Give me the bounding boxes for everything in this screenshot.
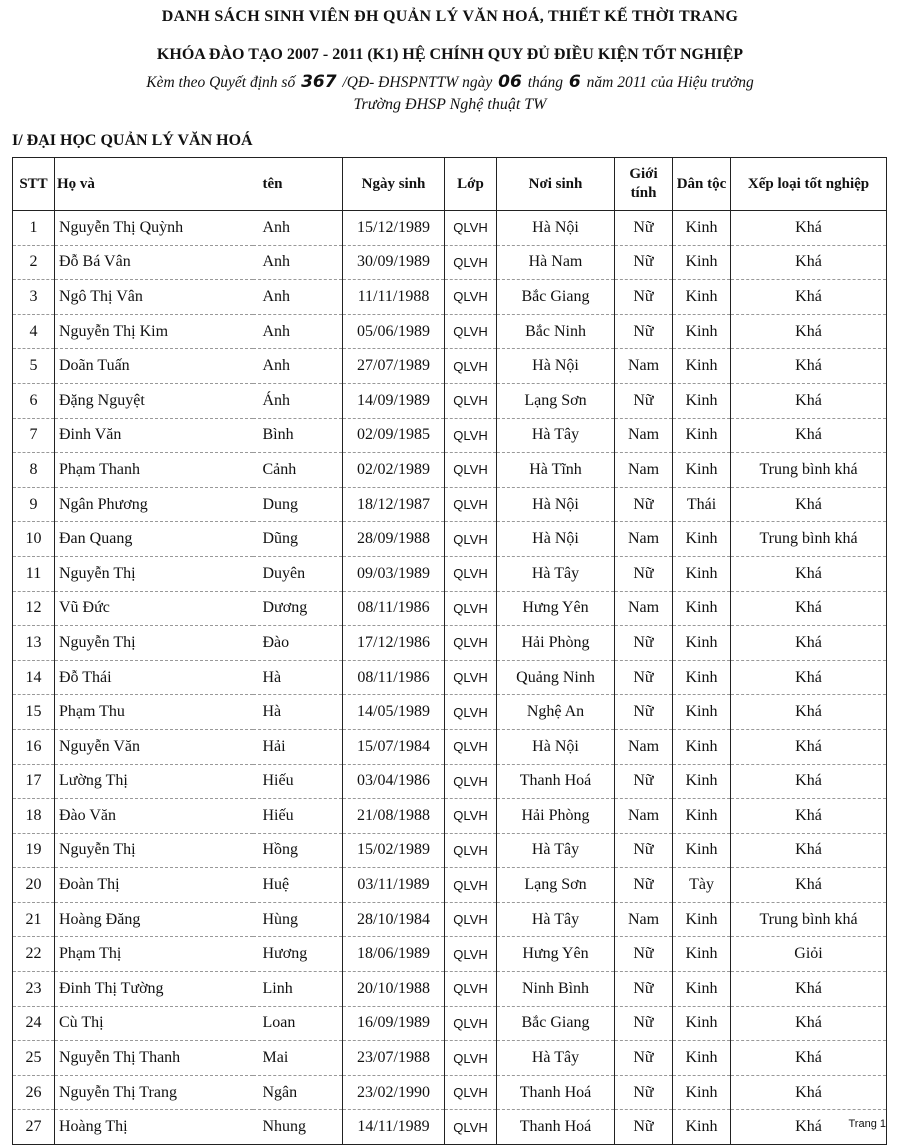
cell-dan-toc: Kinh (673, 1041, 731, 1076)
cell-ho: Nguyễn Thị Kim (55, 314, 253, 349)
cell-stt: 26 (13, 1075, 55, 1110)
cell-stt: 4 (13, 314, 55, 349)
cell-stt: 7 (13, 418, 55, 453)
cell-lop: QLVH (445, 245, 497, 280)
cell-ho: Nguyễn Thị Thanh (55, 1041, 253, 1076)
table-row (13, 695, 887, 730)
cell-lop: QLVH (445, 453, 497, 488)
cell-stt: 24 (13, 1006, 55, 1041)
cell-xep-loai: Trung bình khá (731, 902, 887, 937)
col-header-ho: Họ và (55, 158, 253, 211)
cell-ho: Nguyễn Thị (55, 833, 253, 868)
decision-prefix: Kèm theo Quyết định số (146, 74, 296, 91)
cell-ho: Đỗ Bá Vân (55, 245, 253, 280)
cell-ten: Hiếu (253, 764, 343, 799)
table-row (13, 453, 887, 488)
cell-lop: QLVH (445, 972, 497, 1007)
cell-xep-loai: Trung bình khá (731, 522, 887, 557)
cell-gioi-tinh: Nữ (615, 626, 673, 661)
cell-stt: 13 (13, 626, 55, 661)
cell-stt: 9 (13, 487, 55, 522)
cell-xep-loai: Giỏi (731, 937, 887, 972)
cell-ho: Nguyễn Văn (55, 729, 253, 764)
cell-lop: QLVH (445, 660, 497, 695)
cell-lop: QLVH (445, 556, 497, 591)
cell-noi-sinh: Hà Nội (497, 729, 615, 764)
cell-dan-toc: Kinh (673, 314, 731, 349)
cell-stt: 20 (13, 868, 55, 903)
cell-noi-sinh: Hà Nam (497, 245, 615, 280)
cell-xep-loai: Khá (731, 660, 887, 695)
cell-stt: 16 (13, 729, 55, 764)
cell-ngay-sinh: 28/10/1984 (343, 902, 445, 937)
cell-gioi-tinh: Nữ (615, 695, 673, 730)
cell-stt: 10 (13, 522, 55, 557)
cell-ten: Cảnh (253, 453, 343, 488)
cell-xep-loai: Khá (731, 314, 887, 349)
cell-dan-toc: Kinh (673, 799, 731, 834)
cell-xep-loai: Khá (731, 764, 887, 799)
cell-ten: Hiếu (253, 799, 343, 834)
cell-lop: QLVH (445, 383, 497, 418)
table-row (13, 937, 887, 972)
cell-gioi-tinh: Nam (615, 729, 673, 764)
cell-ho: Phạm Thanh (55, 453, 253, 488)
cell-gioi-tinh: Nữ (615, 1006, 673, 1041)
cell-gioi-tinh: Nữ (615, 764, 673, 799)
col-header-gioi-tinh: Giới tính (615, 158, 673, 211)
cell-dan-toc: Kinh (673, 280, 731, 315)
table-row (13, 280, 887, 315)
cell-ten: Anh (253, 349, 343, 384)
cell-gioi-tinh: Nữ (615, 383, 673, 418)
cell-dan-toc: Kinh (673, 556, 731, 591)
table-row (13, 833, 887, 868)
table-header-row (13, 158, 887, 211)
cell-noi-sinh: Hà Tây (497, 556, 615, 591)
cell-ho: Đoàn Thị (55, 868, 253, 903)
cell-ngay-sinh: 28/09/1988 (343, 522, 445, 557)
cell-noi-sinh: Bắc Giang (497, 1006, 615, 1041)
cell-ngay-sinh: 11/11/1988 (343, 280, 445, 315)
cell-gioi-tinh: Nữ (615, 868, 673, 903)
cell-stt: 6 (13, 383, 55, 418)
cell-ngay-sinh: 08/11/1986 (343, 591, 445, 626)
table-row (13, 383, 887, 418)
cell-lop: QLVH (445, 1110, 497, 1145)
table-row (13, 902, 887, 937)
cell-xep-loai: Khá (731, 280, 887, 315)
cell-ngay-sinh: 05/06/1989 (343, 314, 445, 349)
cell-dan-toc: Kinh (673, 833, 731, 868)
cell-gioi-tinh: Nữ (615, 937, 673, 972)
cell-lop: QLVH (445, 591, 497, 626)
cell-ten: Hải (253, 729, 343, 764)
cell-lop: QLVH (445, 729, 497, 764)
cell-ngay-sinh: 17/12/1986 (343, 626, 445, 661)
cell-dan-toc: Kinh (673, 660, 731, 695)
cell-ten: Hùng (253, 902, 343, 937)
cell-xep-loai: Khá (731, 211, 887, 246)
cell-ho: Đặng Nguyệt (55, 383, 253, 418)
cell-ngay-sinh: 23/02/1990 (343, 1075, 445, 1110)
cell-ten: Loan (253, 1006, 343, 1041)
cell-xep-loai: Khá (731, 1075, 887, 1110)
cell-dan-toc: Kinh (673, 418, 731, 453)
cell-dan-toc: Kinh (673, 1075, 731, 1110)
cell-ngay-sinh: 14/05/1989 (343, 695, 445, 730)
cell-noi-sinh: Thanh Hoá (497, 1075, 615, 1110)
table-row (13, 1041, 887, 1076)
cell-noi-sinh: Hải Phòng (497, 799, 615, 834)
col-header-dan-toc: Dân tộc (673, 158, 731, 211)
col-header-xep-loai: Xếp loại tốt nghiệp (731, 158, 887, 211)
cell-xep-loai: Khá (731, 383, 887, 418)
cell-ngay-sinh: 15/07/1984 (343, 729, 445, 764)
cell-ten: Dung (253, 487, 343, 522)
cell-ngay-sinh: 27/07/1989 (343, 349, 445, 384)
cell-xep-loai: Khá (731, 1041, 887, 1076)
cell-gioi-tinh: Nam (615, 522, 673, 557)
cell-dan-toc: Kinh (673, 591, 731, 626)
decision-month: 6 (568, 72, 581, 92)
cell-dan-toc: Kinh (673, 695, 731, 730)
cell-gioi-tinh: Nữ (615, 487, 673, 522)
cell-stt: 18 (13, 799, 55, 834)
cell-xep-loai: Khá (731, 695, 887, 730)
cell-noi-sinh: Hà Nội (497, 349, 615, 384)
cell-ten: Ngân (253, 1075, 343, 1110)
cell-ten: Bình (253, 418, 343, 453)
cell-gioi-tinh: Nữ (615, 280, 673, 315)
cell-xep-loai: Khá (731, 245, 887, 280)
cell-ten: Anh (253, 314, 343, 349)
cell-noi-sinh: Hà Tây (497, 1041, 615, 1076)
issuer-name: Trường ĐHSP Nghệ thuật TW (353, 96, 547, 113)
cell-lop: QLVH (445, 1041, 497, 1076)
table-row (13, 626, 887, 661)
cell-ho: Nguyễn Thị (55, 556, 253, 591)
cell-ngay-sinh: 30/09/1989 (343, 245, 445, 280)
cell-ho: Đan Quang (55, 522, 253, 557)
cell-ten: Anh (253, 245, 343, 280)
cell-ten: Hà (253, 695, 343, 730)
decision-number: 367 (301, 72, 337, 92)
cell-dan-toc: Thái (673, 487, 731, 522)
table-row (13, 729, 887, 764)
decision-suffix: năm 2011 của Hiệu trưởng (586, 74, 754, 91)
cell-stt: 3 (13, 280, 55, 315)
cell-ngay-sinh: 18/06/1989 (343, 937, 445, 972)
cell-xep-loai: Khá (731, 626, 887, 661)
cell-stt: 21 (13, 902, 55, 937)
cell-lop: QLVH (445, 937, 497, 972)
cell-lop: QLVH (445, 799, 497, 834)
cell-ngay-sinh: 03/04/1986 (343, 764, 445, 799)
table-row (13, 1006, 887, 1041)
col-header-ngay-sinh: Ngày sinh (343, 158, 445, 211)
cell-ho: Vũ Đức (55, 591, 253, 626)
cell-ho: Hoàng Đăng (55, 902, 253, 937)
decision-reference (0, 72, 900, 92)
cell-dan-toc: Kinh (673, 211, 731, 246)
table-row (13, 314, 887, 349)
cell-ten: Ánh (253, 383, 343, 418)
cell-xep-loai: Khá (731, 972, 887, 1007)
cell-dan-toc: Kinh (673, 453, 731, 488)
cell-ho: Hoàng Thị (55, 1110, 253, 1145)
cell-stt: 15 (13, 695, 55, 730)
cell-stt: 1 (13, 211, 55, 246)
cell-lop: QLVH (445, 764, 497, 799)
cell-xep-loai: Khá (731, 1006, 887, 1041)
cell-ngay-sinh: 14/11/1989 (343, 1110, 445, 1145)
cell-dan-toc: Tày (673, 868, 731, 903)
decision-month-label: tháng (527, 74, 564, 91)
cell-ngay-sinh: 15/12/1989 (343, 211, 445, 246)
cell-ten: Mai (253, 1041, 343, 1076)
cell-stt: 12 (13, 591, 55, 626)
cell-gioi-tinh: Nam (615, 799, 673, 834)
cell-gioi-tinh: Nữ (615, 556, 673, 591)
cell-noi-sinh: Hà Tĩnh (497, 453, 615, 488)
cell-ho: Cù Thị (55, 1006, 253, 1041)
cell-gioi-tinh: Nam (615, 591, 673, 626)
cell-ngay-sinh: 15/02/1989 (343, 833, 445, 868)
cell-noi-sinh: Hưng Yên (497, 591, 615, 626)
cell-ten: Dũng (253, 522, 343, 557)
cell-noi-sinh: Hưng Yên (497, 937, 615, 972)
cell-ngay-sinh: 23/07/1988 (343, 1041, 445, 1076)
cell-noi-sinh: Thanh Hoá (497, 1110, 615, 1145)
table-row (13, 522, 887, 557)
cell-xep-loai: Khá (731, 833, 887, 868)
col-header-stt: STT (13, 158, 55, 211)
table-row (13, 349, 887, 384)
cell-lop: QLVH (445, 1006, 497, 1041)
table-row (13, 211, 887, 246)
cell-ngay-sinh: 09/03/1989 (343, 556, 445, 591)
cell-ho: Ngân Phương (55, 487, 253, 522)
cell-gioi-tinh: Nữ (615, 972, 673, 1007)
cell-lop: QLVH (445, 487, 497, 522)
cell-ngay-sinh: 21/08/1988 (343, 799, 445, 834)
cell-noi-sinh: Lạng Sơn (497, 868, 615, 903)
cell-gioi-tinh: Nữ (615, 833, 673, 868)
cell-noi-sinh: Bắc Giang (497, 280, 615, 315)
cell-lop: QLVH (445, 868, 497, 903)
cell-xep-loai: Khá (731, 349, 887, 384)
cell-ho: Nguyễn Thị Trang (55, 1075, 253, 1110)
cell-ten: Linh (253, 972, 343, 1007)
section-title: I/ ĐẠI HỌC QUẢN LÝ VĂN HOÁ (12, 132, 253, 149)
cell-dan-toc: Kinh (673, 1006, 731, 1041)
cell-lop: QLVH (445, 211, 497, 246)
cell-noi-sinh: Hải Phòng (497, 626, 615, 661)
cell-stt: 8 (13, 453, 55, 488)
cell-lop: QLVH (445, 280, 497, 315)
cell-dan-toc: Kinh (673, 764, 731, 799)
document-title-line1: DANH SÁCH SINH VIÊN ĐH QUẢN LÝ VĂN HOÁ, THIẾT KẾ THỜI TRANG (161, 8, 739, 25)
cell-dan-toc: Kinh (673, 522, 731, 557)
cell-gioi-tinh: Nữ (615, 211, 673, 246)
cell-dan-toc: Kinh (673, 349, 731, 384)
table-row (13, 1075, 887, 1110)
cell-ho: Đào Văn (55, 799, 253, 834)
cell-stt: 22 (13, 937, 55, 972)
cell-xep-loai: Khá (731, 729, 887, 764)
cell-stt: 2 (13, 245, 55, 280)
student-table (12, 157, 887, 1145)
cell-gioi-tinh: Nam (615, 453, 673, 488)
cell-noi-sinh: Ninh Bình (497, 972, 615, 1007)
cell-ngay-sinh: 16/09/1989 (343, 1006, 445, 1041)
col-header-lop: Lớp (445, 158, 497, 211)
table-row (13, 591, 887, 626)
decision-day: 06 (498, 72, 522, 92)
table-row (13, 1110, 887, 1145)
cell-xep-loai: Khá (731, 556, 887, 591)
table-row (13, 487, 887, 522)
cell-gioi-tinh: Nữ (615, 314, 673, 349)
cell-gioi-tinh: Nữ (615, 1110, 673, 1145)
cell-noi-sinh: Quảng Ninh (497, 660, 615, 695)
cell-noi-sinh: Hà Tây (497, 418, 615, 453)
cell-noi-sinh: Hà Nội (497, 487, 615, 522)
col-header-ten: tên (253, 158, 343, 211)
cell-dan-toc: Kinh (673, 383, 731, 418)
cell-ho: Nguyễn Thị Quỳnh (55, 211, 253, 246)
table-row (13, 868, 887, 903)
cell-stt: 23 (13, 972, 55, 1007)
cell-ho: Phạm Thị (55, 937, 253, 972)
cell-ngay-sinh: 02/02/1989 (343, 453, 445, 488)
table-row (13, 245, 887, 280)
cell-xep-loai: Khá (731, 418, 887, 453)
cell-gioi-tinh: Nam (615, 349, 673, 384)
cell-ten: Duyên (253, 556, 343, 591)
cell-dan-toc: Kinh (673, 937, 731, 972)
cell-ho: Doãn Tuấn (55, 349, 253, 384)
cell-ngay-sinh: 20/10/1988 (343, 972, 445, 1007)
cell-noi-sinh: Nghệ An (497, 695, 615, 730)
cell-lop: QLVH (445, 1075, 497, 1110)
cell-noi-sinh: Hà Tây (497, 902, 615, 937)
cell-noi-sinh: Lạng Sơn (497, 383, 615, 418)
cell-ten: Hồng (253, 833, 343, 868)
cell-lop: QLVH (445, 349, 497, 384)
cell-dan-toc: Kinh (673, 245, 731, 280)
cell-lop: QLVH (445, 695, 497, 730)
cell-ten: Dương (253, 591, 343, 626)
page-number: Trang 1 (848, 1118, 886, 1130)
cell-xep-loai: Khá (731, 591, 887, 626)
cell-dan-toc: Kinh (673, 902, 731, 937)
table-row (13, 764, 887, 799)
cell-gioi-tinh: Nữ (615, 660, 673, 695)
document-title-line2: KHÓA ĐÀO TẠO 2007 - 2011 (K1) HỆ CHÍNH QUY ĐỦ ĐIỀU KIỆN TỐT NGHIỆP (156, 46, 744, 63)
cell-ngay-sinh: 14/09/1989 (343, 383, 445, 418)
cell-ho: Đỗ Thái (55, 660, 253, 695)
cell-stt: 14 (13, 660, 55, 695)
cell-ten: Anh (253, 280, 343, 315)
cell-ten: Hương (253, 937, 343, 972)
cell-ngay-sinh: 03/11/1989 (343, 868, 445, 903)
cell-gioi-tinh: Nữ (615, 245, 673, 280)
cell-ten: Hà (253, 660, 343, 695)
cell-ho: Phạm Thu (55, 695, 253, 730)
cell-ho: Nguyễn Thị (55, 626, 253, 661)
cell-stt: 17 (13, 764, 55, 799)
cell-gioi-tinh: Nữ (615, 1075, 673, 1110)
cell-stt: 25 (13, 1041, 55, 1076)
cell-ten: Nhung (253, 1110, 343, 1145)
table-body (13, 211, 887, 1145)
cell-ngay-sinh: 02/09/1985 (343, 418, 445, 453)
cell-xep-loai: Khá (731, 799, 887, 834)
cell-dan-toc: Kinh (673, 626, 731, 661)
table-row (13, 556, 887, 591)
cell-xep-loai: Khá (731, 1110, 887, 1145)
table-row (13, 799, 887, 834)
cell-ten: Đào (253, 626, 343, 661)
cell-xep-loai: Trung bình khá (731, 453, 887, 488)
cell-stt: 19 (13, 833, 55, 868)
cell-noi-sinh: Thanh Hoá (497, 764, 615, 799)
table-row (13, 972, 887, 1007)
cell-noi-sinh: Hà Nội (497, 211, 615, 246)
cell-lop: QLVH (445, 902, 497, 937)
table-row (13, 660, 887, 695)
cell-ho: Lường Thị (55, 764, 253, 799)
decision-mid: /QĐ- ĐHSPNTTW ngày (342, 74, 493, 91)
cell-lop: QLVH (445, 833, 497, 868)
cell-lop: QLVH (445, 418, 497, 453)
cell-ngay-sinh: 08/11/1986 (343, 660, 445, 695)
cell-noi-sinh: Bắc Ninh (497, 314, 615, 349)
cell-ten: Anh (253, 211, 343, 246)
cell-xep-loai: Khá (731, 868, 887, 903)
cell-gioi-tinh: Nữ (615, 1041, 673, 1076)
cell-xep-loai: Khá (731, 487, 887, 522)
cell-stt: 27 (13, 1110, 55, 1145)
col-header-noi-sinh: Nơi sinh (497, 158, 615, 211)
cell-noi-sinh: Hà Tây (497, 833, 615, 868)
cell-gioi-tinh: Nam (615, 902, 673, 937)
cell-ho: Ngô Thị Vân (55, 280, 253, 315)
cell-stt: 11 (13, 556, 55, 591)
cell-dan-toc: Kinh (673, 729, 731, 764)
table-row (13, 418, 887, 453)
cell-lop: QLVH (445, 522, 497, 557)
cell-gioi-tinh: Nam (615, 418, 673, 453)
cell-dan-toc: Kinh (673, 972, 731, 1007)
cell-ngay-sinh: 18/12/1987 (343, 487, 445, 522)
cell-ho: Đinh Thị Tường (55, 972, 253, 1007)
cell-ho: Đinh Văn (55, 418, 253, 453)
cell-stt: 5 (13, 349, 55, 384)
cell-lop: QLVH (445, 314, 497, 349)
cell-noi-sinh: Hà Nội (497, 522, 615, 557)
cell-ten: Huệ (253, 868, 343, 903)
cell-dan-toc: Kinh (673, 1110, 731, 1145)
cell-lop: QLVH (445, 626, 497, 661)
